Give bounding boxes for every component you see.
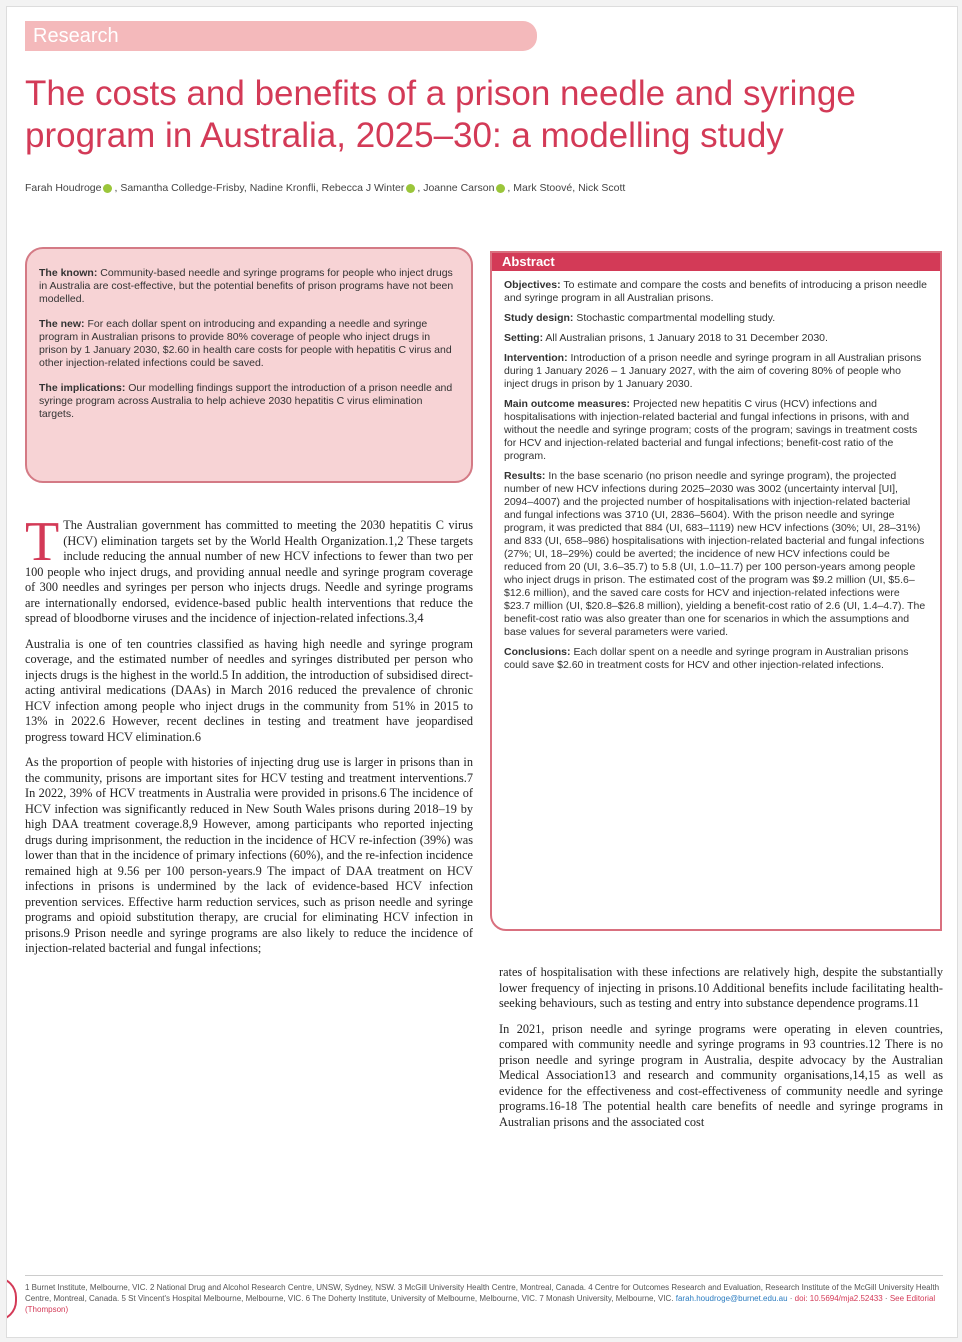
abstract-section: [504, 312, 928, 325]
author-name[interactable]: Farah Houdroge: [25, 182, 102, 194]
implications-label: The implications:: [39, 382, 126, 394]
abstract-heading: Abstract: [492, 253, 940, 271]
body-column-left: [25, 511, 473, 967]
known-paragraph: [39, 267, 459, 306]
abstract-text: Stochastic compartmental modelling study.: [576, 312, 776, 324]
abstract-box: [490, 251, 942, 931]
abstract-label: Objectives:: [504, 279, 561, 291]
email-link[interactable]: farah.houdroge@burnet.edu.au: [675, 1294, 788, 1303]
author-name[interactable]: Samantha Colledge-Frisby: [120, 182, 244, 194]
body-text: The Australian government has committed to meeting the 2030 hepatitis C virus (HCV) elimination targets set by the World Health Organization.1,2 These targets include reducing the annual number of new HCV infections to fewer than two per 100 people who inject drugs, and providing annual needle and syringe program coverage of 300 needles and syringes per person who injects drugs. Needle and syringe programs are internationally endorsed, evidence-based public health interventions that reduce the spread of bloodborne viruses and the incidence of injection-related infections.3,4: [25, 518, 473, 625]
key-points-box: [25, 247, 473, 483]
section-tab: Research: [25, 21, 537, 51]
abstract-text: Each dollar spent on a needle and syringe program in Australian prisons could save $2.60 in treatment costs for HCV and other injection-related infections.: [504, 646, 909, 671]
abstract-text: Introduction of a prison needle and syringe program in all Australian prisons during 1 January 2026 – 1 January 2027, with the aim of covering 80% of people who inject drugs in prison by 1 January 2030.: [504, 352, 922, 390]
known-text: Community-based needle and syringe programs for people who inject drugs in Australia are cost-effective, but the potential benefits of prison programs have not been modelled.: [39, 267, 454, 305]
abstract-section: [504, 470, 928, 639]
abstract-section: [504, 352, 928, 391]
author-name[interactable]: Mark Stoové: [513, 182, 573, 194]
body-paragraph: [25, 511, 473, 627]
body-column-right: [499, 965, 943, 1140]
implications-text: Our modelling findings support the introduction of a prison needle and syringe program across Australia to help achieve 2030 hepatitis C virus elimination targets.: [39, 382, 453, 420]
body-paragraph: rates of hospitalisation with these infections are relatively high, despite the substantially lower frequency of injecting in prisons.10 Additional benefits include facilitating health-seeking behaviours, such as testing and entry into substance dependence programs.11: [499, 965, 943, 1010]
abstract-section: [504, 646, 928, 672]
abstract-body: [492, 271, 940, 687]
implications-paragraph: [39, 382, 459, 421]
affiliations: 1 Burnet Institute, Melbourne, VIC. 2 National Drug and Alcohol Research Centre, UNSW, Sydney, NSW. 3 McGill University Health Centre, Montreal, Canada. 4 Centre for Outcomes Research and Evaluation, Research Institute of the McGill University Health Centre, Montreal, Canada. 5 St Vincent's Hospital Melbourne, Melbourne, VIC. 6 The Doherty Institute, University of Melbourne, Melbourne, VIC. 7 Monash University, Melbourne, VIC.: [25, 1283, 940, 1303]
abstract-section: [504, 398, 928, 463]
abstract-label: Intervention:: [504, 352, 568, 364]
new-paragraph: [39, 318, 459, 370]
orcid-icon[interactable]: [103, 184, 112, 193]
abstract-label: Main outcome measures:: [504, 398, 631, 410]
author-name[interactable]: Nick Scott: [578, 182, 626, 194]
abstract-text: Projected new hepatitis C virus (HCV) infections and hospitalisations with injection-related bacterial and fungal infections in prisons, with and without the needle and syringe program; costs of the program; savings in treatment costs for HCV and injection-related bacterial and fungal infections; benefit-cost ratio of the program.: [504, 398, 918, 462]
known-label: The known:: [39, 267, 98, 279]
abstract-section: [504, 332, 928, 345]
author-name[interactable]: Nadine Kronfli: [249, 182, 316, 194]
new-label: The new:: [39, 318, 85, 330]
article-title: The costs and benefits of a prison needle and syringe program in Australia, 2025–30: a modelling study: [25, 74, 856, 155]
drop-cap: T: [25, 511, 60, 573]
abstract-text: In the base scenario (no prison needle and syringe program), the projected number of new HCV infections during 2025–2030 was 3002 (uncertainty interval [UI], 2094–4007) and the projected number of hospitalisations with injection-related bacterial and fungal infections was 3710 (UI, 2836–5604). With the prison needle and syringe program, it was predicted that 884 (UI, 683–1119) new HCV infections (30%; UI, 28–31%) and 833 (UI, 658–986) hospitalisations with injection-related bacterial and fungal infections (27%; UI, 18–29%) could be averted; the incidence of new HCV infections could be reduced from 20 (UI, 3.6–35.7) to 5.8 (UI, 1.0–11.7) per 100 person-years among people who inject drugs in prison. The estimated cost of the program was $9.2 million (UI, $5.6–$12.6 million), and the saved care costs for HCV and injection-related infections were $23.7 million (UI, $20.8–$26.8 million), yielding a benefit-cost ratio of 2.6 (UI, 1.4–4.7). The benefit-cost ratio was also greater than one for scenarios in which the assumptions and base values for several parameters were varied.: [504, 470, 926, 638]
orcid-icon[interactable]: [406, 184, 415, 193]
page-footer: 1 Burnet Institute, Melbourne, VIC. 2 National Drug and Alcohol Research Centre, UNSW, Sydney, NSW. 3 McGill University Health Centre, Montreal, Canada. 4 Centre for Outcomes Research and Evaluation, Research Institute of the McGill University Health Centre, Montreal, Canada. 5 St Vincent's Hospital Melbourne, Melbourne, VIC. 6 The Doherty Institute, University of Melbourne, Melbourne, VIC. 7 Monash University, Melbourne, VIC. farah.houdroge@burnet.edu.au · doi: 10.5694/mja2.52433 · See Editorial (Thompson): [25, 1275, 943, 1315]
body-paragraph: As the proportion of people with histories of injecting drug use is larger in prisons than in the community, prisons are important sites for HCV testing and treatment interventions.7 In 2022, 39% of HCV treatments in Australia were provided in prisons.6 The incidence of HCV infection was significantly reduced in New South Wales prisons during 2018–19 by high DAA treatment coverage.8,9 However, among participants who reported injecting drugs during imprisonment, the reduction in the incidence of HCV re-infection (39%) was lower than that in the incidence of primary infections (60%), and the re-infection incidence remained high at 9.56 per 100 person-years.9 The impact of DAA treatment on HCV infections in prisons is undermined by the lack of evidence-based HCV infection prevention services. Effective harm reduction services, such as prison needle and syringe programs and opioid substitution therapy, are crucial for eliminating HCV infection in prisons.9 Prison needle and syringe programs are also likely to reduce the incidence of injection-related bacterial and fungal infections;: [25, 755, 473, 955]
orcid-icon[interactable]: [496, 184, 505, 193]
doi-link[interactable]: doi: 10.5694/mja2.52433: [794, 1294, 883, 1303]
author-name[interactable]: Rebecca J Winter: [321, 182, 405, 194]
abstract-text: All Australian prisons, 1 January 2018 to 31 December 2030.: [545, 332, 828, 344]
abstract-label: Conclusions:: [504, 646, 571, 658]
new-text: For each dollar spent on introducing and expanding a needle and syringe program in Australian prisons to provide 80% coverage of people who inject drugs in prison by 1 January 2030, $2.60 in health care costs for people with hepatitis C virus and other injection-related infections could be saved.: [39, 318, 452, 369]
editorial-link[interactable]: See Editorial (Thompson): [25, 1294, 936, 1314]
abstract-text: To estimate and compare the costs and benefits of introducing a prison needle and syringe program in all Australian prisons.: [504, 279, 927, 304]
abstract-label: Setting:: [504, 332, 544, 344]
page-corner-mark: [6, 1277, 17, 1321]
abstract-label: Study design:: [504, 312, 574, 324]
abstract-label: Results:: [504, 470, 546, 482]
body-paragraph: In 2021, prison needle and syringe programs were operating in eleven countries, compared with community needle and syringe programs in 93 countries.12 There is no prison needle and syringe program in Australia, despite advocacy by the Australian Medical Association13 and research and community organisations,14,15 as well as evidence for the effectiveness and cost-effectiveness of community needle and syringe programs.16-18 The potential health care benefits of needle and syringe programs in Australian prisons and the associated cost: [499, 1021, 943, 1129]
article-page: [6, 6, 958, 1338]
abstract-section: [504, 279, 928, 305]
author-name[interactable]: Joanne Carson: [423, 182, 495, 194]
author-list: Farah Houdroge , Samantha Colledge-Frisby, Nadine Kronfli, Rebecca J Winter , Joanne Carson , Mark Stoové, Nick Scott: [25, 182, 626, 194]
body-paragraph: Australia is one of ten countries classified as having high needle and syringe program coverage, and the estimated number of needles and syringes distributed per person who injects drugs is the highest in the world.5 In addition, the introduction of subsidised direct-acting antiviral medications (DAAs) in March 2016 reduced the prevalence of chronic HCV infection among people who inject drugs in the community from 51% in 2015 to 13% in 2022.6 However, recent declines in testing and treatment have jeopardised progress toward HCV elimination.6: [25, 636, 473, 744]
